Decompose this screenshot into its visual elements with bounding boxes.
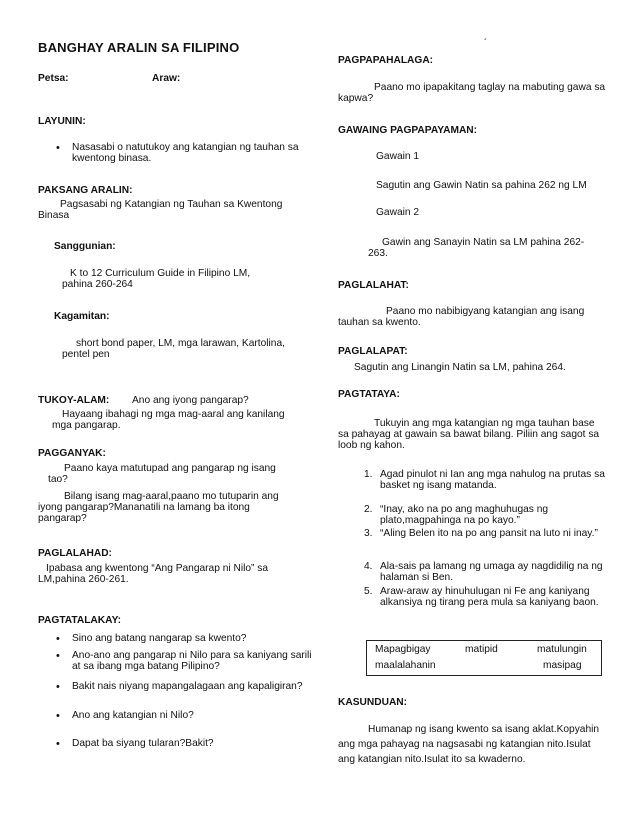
item-text: Ala-sais pa lamang ng umaga ay nagdidilig na ng halaman si Ben. — [380, 561, 603, 583]
choice-word: masipag — [543, 660, 582, 671]
list-item-text: Ano ang katangian ni Nilo? — [72, 710, 194, 721]
item-number: 2. — [364, 504, 373, 515]
list-item — [52, 650, 318, 672]
item-text: “Inay, ako na po ang maghuhugas ng plato,magpahinga na po kayo.” — [380, 504, 549, 526]
paglalahad-text: Ipabasa ang kwentong “Ang Pangarap ni Nilo” sa LM,pahina 260-261. — [38, 563, 269, 585]
gawain-2-text: Gawin ang Sanayin Natin sa LM pahina 262-263. — [368, 237, 585, 259]
list-item — [338, 504, 616, 526]
sanggunian-heading: Sanggunian: — [54, 241, 116, 252]
list-item-text: Ano-ano ang pangarap ni Nilo para sa kaniyang sarili at sa ibang mga batang Pilipino? — [72, 650, 312, 672]
paglalapat-text: Sagutin ang Linangin Natin sa LM, pahina 264. — [354, 362, 566, 373]
pagpapahalaga-heading: PAGPAPAHALAGA: — [338, 55, 434, 66]
paglalahad-heading: PAGLALAHAD: — [38, 548, 112, 559]
item-number: 5. — [364, 586, 373, 597]
tukoy-text: Hayaang ibahagi ng mga mag-aaral ang kanilang mga pangarap. — [52, 409, 285, 431]
list-item — [52, 738, 318, 749]
choice-word: maalalahanin — [375, 660, 436, 671]
list-item-text: Sino ang batang nangarap sa kwento? — [72, 633, 247, 644]
choice-word: matipid — [465, 644, 498, 655]
pagtatalakay-heading: PAGTATALAKAY: — [38, 615, 121, 626]
kagamitan-text: short bond paper, LM, mga larawan, Kartolina, pentel pen — [62, 338, 285, 360]
item-text: “Aling Belen ito na po ang pansit na luto ni inay.” — [380, 528, 598, 539]
paksang-heading: PAKSANG ARALIN: — [38, 185, 133, 196]
pagganyak-text-2: Bilang isang mag-aaral,paano mo tutuparin ang iyong pangarap?Mananatili na lamang ba itong pangarap? — [38, 491, 279, 524]
pagpapahalaga-text: Paano mo ipapakitang taglay na mabuting gawa sa kapwa? — [338, 82, 606, 104]
list-item-text: Dapat ba siyang tularan?Bakit? — [72, 738, 214, 749]
answer-choices-box — [366, 640, 602, 676]
list-item-text: Bakit nais niyang mapangalagaan ang kapaligiran? — [72, 681, 303, 692]
item-text: Araw-araw ay hinuhulugan ni Fe ang kaniyang alkansiya ng tirang pera mula sa kaniyang baon. — [380, 586, 599, 608]
layunin-item-text: Nasasabi o natutukoy ang katangian ng tauhan sa kwentong binasa. — [72, 142, 299, 164]
choice-word: matulungin — [537, 644, 587, 655]
layunin-item — [52, 142, 322, 164]
paglalahat-heading: PAGLALAHAT: — [338, 280, 409, 291]
list-item — [52, 710, 318, 721]
paglalapat-heading: PAGLALAPAT: — [338, 346, 408, 357]
pagtataya-heading: PAGTATAYA: — [338, 389, 400, 400]
tukoy-question: Ano ang iyong pangarap? — [132, 395, 249, 406]
pagganyak-text-1: Paano kaya matutupad ang pangarap ng isang tao? — [48, 463, 276, 485]
araw-label: Araw: — [152, 73, 181, 84]
item-number: 1. — [364, 469, 373, 480]
sanggunian-text: K to 12 Curriculum Guide in Filipino LM, pahina 260-264 — [62, 268, 251, 290]
layunin-heading: LAYUNIN: — [38, 116, 86, 127]
pagganyak-heading: PAGGANYAK: — [38, 448, 106, 459]
list-item — [338, 528, 616, 539]
tukoy-heading: TUKOY-ALAM: — [38, 395, 110, 406]
gawain-2: Gawain 2 — [376, 207, 420, 218]
document-title: BANGHAY ARALIN SA FILIPINO — [38, 40, 240, 55]
list-item — [338, 561, 616, 583]
list-item — [52, 681, 318, 692]
paksang-text: Pagsasabi ng Katangian ng Tauhan sa Kwentong Binasa — [38, 199, 283, 221]
list-item — [338, 586, 616, 608]
accent-mark: ´ — [484, 38, 488, 49]
gawain-heading: GAWAING PAGPAPAYAMAN: — [338, 125, 478, 136]
choice-word: Mapagbigay — [375, 644, 431, 655]
gawain-1-text: Sagutin ang Gawin Natin sa pahina 262 ng LM — [376, 180, 587, 191]
list-item — [338, 469, 616, 491]
kagamitan-heading: Kagamitan: — [54, 311, 110, 322]
item-number: 4. — [364, 561, 373, 572]
kasunduan-text: Humanap ng isang kwento sa isang aklat.Kopyahin ang mga pahayag na nagsasabi ng katangian nito.Isulat ang katangian nito.Isulat ito sa kwaderno. — [338, 724, 600, 765]
item-number: 3. — [364, 528, 373, 539]
gawain-1: Gawain 1 — [376, 151, 420, 162]
kasunduan-heading: KASUNDUAN: — [338, 697, 408, 708]
paglalahat-text: Paano mo nabibigyang katangian ang isang tauhan sa kwento. — [338, 306, 585, 328]
list-item — [52, 633, 318, 644]
item-text: Agad pinulot ni Ian ang mga nahulog na prutas sa basket ng isang matanda. — [380, 469, 605, 491]
petsa-label: Petsa: — [38, 73, 69, 84]
pagtataya-text: Tukuyin ang mga katangian ng mga tauhan base sa pahayag at gawain sa bawat bilang. Piliin ang sagot sa loob ng kahon. — [338, 418, 600, 451]
